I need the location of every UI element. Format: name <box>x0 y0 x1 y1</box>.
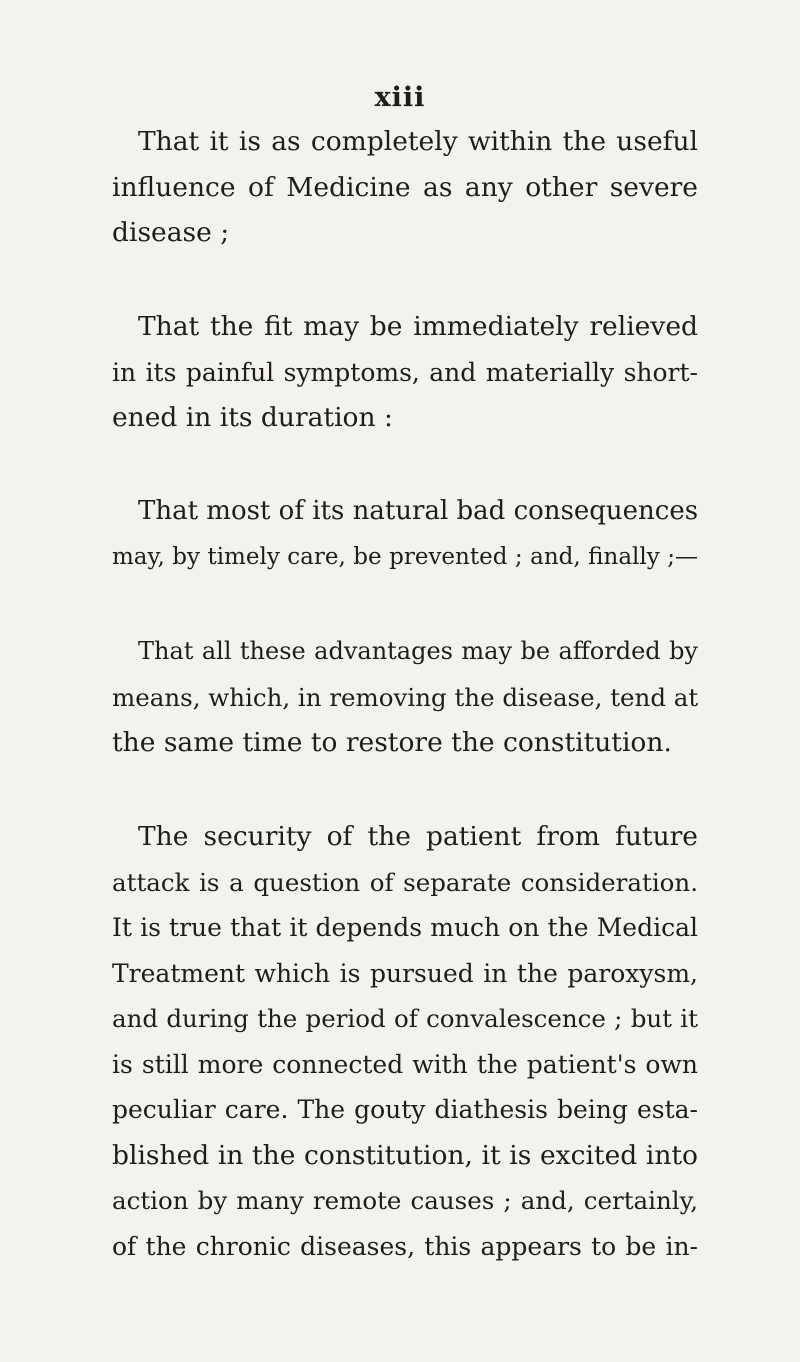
page-number: xiii <box>374 82 426 113</box>
paragraph-2 <box>112 304 698 441</box>
text-line: and during the period of convalescence ; but it <box>112 1004 698 1033</box>
text-line: That all these advantages may be afforded by <box>138 637 698 665</box>
text-line: That it is as completely within the useful <box>138 126 698 157</box>
text-line: disease ; <box>112 217 230 248</box>
text-line: attack is a question of separate consideration. <box>112 867 698 897</box>
text-line: peculiar care. The gouty diathesis being esta- <box>112 1095 698 1124</box>
text-line: in its painful symptoms, and materially short- <box>112 357 698 387</box>
paragraph-1 <box>112 119 698 256</box>
paragraph-4 <box>112 629 698 766</box>
text-line: The security of the patient from future <box>138 821 698 852</box>
text-line: That most of its natural bad consequences <box>138 496 699 526</box>
text-line: ened in its duration : <box>112 402 393 433</box>
text-line: It is true that it depends much on the Medical <box>112 913 698 942</box>
text-line: means, which, in removing the disease, tend at <box>112 682 699 712</box>
text-line: is still more connected with the patient's own <box>112 1049 698 1079</box>
text-line: action by many remote causes ; and, certainly, <box>112 1186 698 1215</box>
text-line: the same time to restore the constitution. <box>112 727 672 758</box>
paragraph-5 <box>112 814 698 1269</box>
text-line: Treatment which is pursued in the paroxysm, <box>112 958 698 988</box>
text-line: That the fit may be immediately relieved <box>138 311 698 342</box>
text-line: influence of Medicine as any other severe <box>112 171 698 203</box>
text-line: may, by timely care, be prevented ; and, finally ;— <box>112 543 698 570</box>
text-line: of the chronic diseases, this appears to be in- <box>112 1231 698 1261</box>
paragraph-3 <box>112 489 698 580</box>
text-line: blished in the constitution, it is excited into <box>112 1139 698 1171</box>
